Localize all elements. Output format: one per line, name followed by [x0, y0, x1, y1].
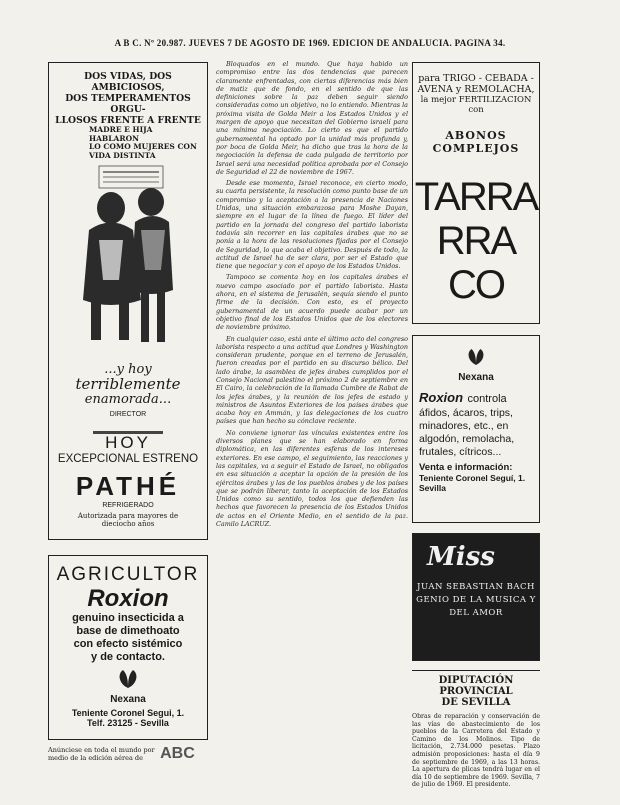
- ad-cinema-name: PATHÉ: [75, 471, 181, 501]
- ad-nexana-address: Teniente Coronel Seguí, 1.: [419, 473, 526, 483]
- article-paragraph: Tampoco se comenta hoy en los capitales árabes el nuevo campo asociado por el partido laborista. Hasta ahora, en el sistema de Jerusalén, sequía siendo el punto firme de la decisión. Con esto, es el proyecto gubernamental de un acuerdo puede acabar por un objetivo final de los Estados Unidos que de los electores de noviembre próximo.: [216, 273, 408, 332]
- diputacion-title: DIPUTACIÓN PROVINCIAL: [412, 670, 540, 697]
- page-header: A B C. Nº 20.987. JUEVES 7 DE AGOSTO DE 1969. EDICION DE ANDALUCIA. PAGINA 34.: [114, 38, 506, 48]
- film-advertisement-miss: [412, 533, 540, 661]
- ad-nexana-city: Sevilla: [419, 483, 446, 493]
- insecticide-advertisement: [48, 555, 208, 740]
- ad-miss-title: Miss: [427, 542, 495, 572]
- ad-tarraco-brand-2: RRA: [436, 219, 516, 263]
- ad-agricultor-body-2: base de dimethoato: [76, 625, 180, 637]
- ad-miss-subtitle: JUAN SEBASTIAN BACH: [417, 582, 535, 592]
- bottom-note-text: Anúnciese en toda el mundo por medio de la edición aérea de: [48, 746, 155, 762]
- ad-headline-line-3: LLOSOS FRENTE A FRENTE: [55, 115, 201, 126]
- article-paragraph: No conviene ignorar las vínculas existentes entre los diversos planes que se han elaborado en forma diplomática, en las diferentes esferas de los intereses exteriores. En ese campo, el seguimiento, las reacciones y las capitales, va a seguir el Estado de Israel, no obligados en esa situación a aceptar la opción de la presión de los ejércitos árabes y las de los pueblos árabes y de los países que se podrán liberar, tanto la aceptación de los Estados Unidos como su sentido, todos los que defienden las hechos que favorecen la presencia de los Estados Unidos de actos en el Oriente Medio, en el sentido de la paz. Camilo LACRUZ.: [216, 428, 408, 529]
- ad-tarraco-line-3: la mejor FERTILIZACION: [420, 95, 532, 105]
- ad-agricultor-title: AGRICULTOR: [56, 564, 200, 585]
- diputacion-body: Obras de reparación y conservación de las vías de abastecimiento de los pueblos de la Carretera del Estado y Camino de los Molinos. Tipo de licitación, 2.734.000 pesetas. Plazo admisión proposiciones: hasta el día 9 de septiembre de 1969, a las 13 horas. La apertura de plicas tendrá lugar en el día 10 de septiembre de 1969. Sevilla, 7 de julio de 1969. El presidente.: [412, 713, 540, 789]
- ad-agricultor-body-4: y de contacto.: [91, 651, 165, 663]
- ad-sub-line-2: LO COMO MUJERES CON: [89, 142, 197, 151]
- ad-nexana-body-5: frutales, cítricos...: [419, 446, 502, 458]
- diputacion-city: DE SEVILLA: [441, 697, 511, 708]
- ad-director-label: DIRECTOR: [109, 411, 147, 418]
- ad-tarraco-line-1: para TRIGO - CEBADA -: [418, 73, 534, 84]
- ad-agricultor-logo: Nexana: [110, 694, 146, 705]
- leaf-logo-icon: [111, 668, 145, 690]
- diputacion-notice: [412, 670, 540, 802]
- bottom-note: [48, 746, 208, 762]
- ad-script-line-3: enamorada...: [84, 392, 172, 407]
- ad-tarraco-brand-3: CO: [448, 263, 504, 307]
- ad-nexana-body-4: algodón, remolacha,: [419, 433, 515, 445]
- fertilizer-advertisement: [412, 62, 540, 324]
- ad-sub-line-1: MADRE E HIJA HABLARON: [89, 125, 153, 143]
- article-paragraph: Bloquados en el mundo. Que haya habido un compromiso entre las dos tendencias que parecen claramente enfrentadas, con ciertas diferencias más bien de matiz que de fondo, en el sentido de que las definiciones sobre la paz deben seguir siendo consideradas como un objetivo, no lo entiendo. Mientras la próxima visita de Golda Meir a los Estados Unidos y el margen de apoyo que necesitan del Gobierno israelí para una mínima negociación. Lo cierto es que el partido gubernamental ha optado por la unidad más profunda y, por boca de Golda Meir, ha dicho que tras la hora de la negociación la defensa de cada pulgada de territorio por Israel será una necesidad política aprobada por el Consejo de Seguridad el 22 de noviembre de 1967.: [216, 60, 408, 176]
- ad-agricultor-address: Teniente Coronel Segui, 1.: [71, 708, 185, 718]
- ad-nexana-sales: Venta e información:: [419, 462, 513, 473]
- ad-age-rating: Autorizada para mayores de dieciocho años: [77, 512, 179, 528]
- ad-agricultor-body-3: con efecto sistémico: [73, 638, 183, 650]
- pesticide-advertisement: [412, 335, 540, 523]
- ad-hoy: HOY: [105, 433, 151, 452]
- ad-miss-line-2: GENIO DE LA MUSICA Y: [416, 595, 536, 605]
- ad-agricultor-brand: Roxion: [87, 585, 169, 612]
- ad-script-line-1: ...y hoy: [104, 362, 152, 377]
- mother-daughter-illustration: [49, 160, 205, 360]
- ad-headline-line-2: DOS TEMPERAMENTOS ORGU-: [65, 93, 191, 115]
- ad-tarraco-product: ABONOS COMPLEJOS: [432, 129, 520, 155]
- article-paragraph: En cualquier caso, está ante el último acto del congreso laborista respecto a una actitud que Londres y Washington consideran prudente, porque en el terreno de Jerusalén, fueron creadas por el partido en su discurso bélico. Del lado árabe, la asamblea de jefes árabes cumplidos por el Consejo Nacional palestino el próximo 2 de septiembre en El Cairo, la celebración de la llamada Cumbre de Rabat de los jefes árabes, y la reunión de los jefes de estado y ministros de Asuntos Exteriores de los países árabes que acaba hoy en Ammán, y las delegaciones de los cuatro países que han hecho su cónclave reciente.: [216, 334, 408, 426]
- ad-agricultor-body-1: genuino insecticida a: [72, 612, 184, 624]
- article-paragraph: Desde ese momento, Israel reconoce, en cierto modo, su cuarta persistente, la resolución como punto base de un compromiso y la aceptación a la presencia de Naciones Unidas, una situación embarazosa para Moshe Dayan, siempre en el lugar de la línea de fuego. El líder del partido en la jornada del congreso del partido laborista todavía sin recorrer en las capitales árabes que no se ponía a la hora de las resoluciones fijadas por el Consejo de Seguridad, lo que acaba el objetivo. Después de todo, la actitud de Israel ha de ser clara, por ser el Estado que tiene que negociar y con el apoyo de los Estados Unidos.: [216, 179, 408, 271]
- ad-headline-line-1: DOS VIDAS, DOS AMBICIOSOS,: [84, 71, 172, 93]
- ad-nexana-brand: Roxion: [419, 390, 464, 405]
- ad-tarraco-line-4: con: [468, 105, 484, 115]
- ad-tarraco-brand-1: TARRA: [414, 175, 538, 219]
- ad-agricultor-phone: Telf. 23125 - Sevilla: [87, 718, 169, 728]
- ad-nexana-logo: Nexana: [458, 372, 494, 383]
- ad-refrigerado: REFRIGERADO: [102, 502, 154, 509]
- ad-sub-line-3: VIDA DISTINTA: [89, 150, 156, 160]
- ad-estreno: EXCEPCIONAL ESTRENO: [57, 453, 199, 465]
- ad-nexana-body-1: controla: [467, 393, 507, 405]
- film-advertisement: [48, 62, 208, 540]
- ad-nexana-body-3: minadores, etc., en: [419, 420, 509, 432]
- article-column: [216, 60, 408, 802]
- leaf-logo-icon: [461, 346, 491, 368]
- ad-miss-line-3: DEL AMOR: [449, 608, 503, 618]
- abc-stamp: ABC: [160, 745, 195, 762]
- ad-nexana-body-2: áfidos, ácaros, trips,: [419, 407, 513, 419]
- ad-tarraco-line-2: AVENA y REMOLACHA,: [417, 84, 535, 95]
- ad-script-line-2: terriblemente: [75, 375, 181, 393]
